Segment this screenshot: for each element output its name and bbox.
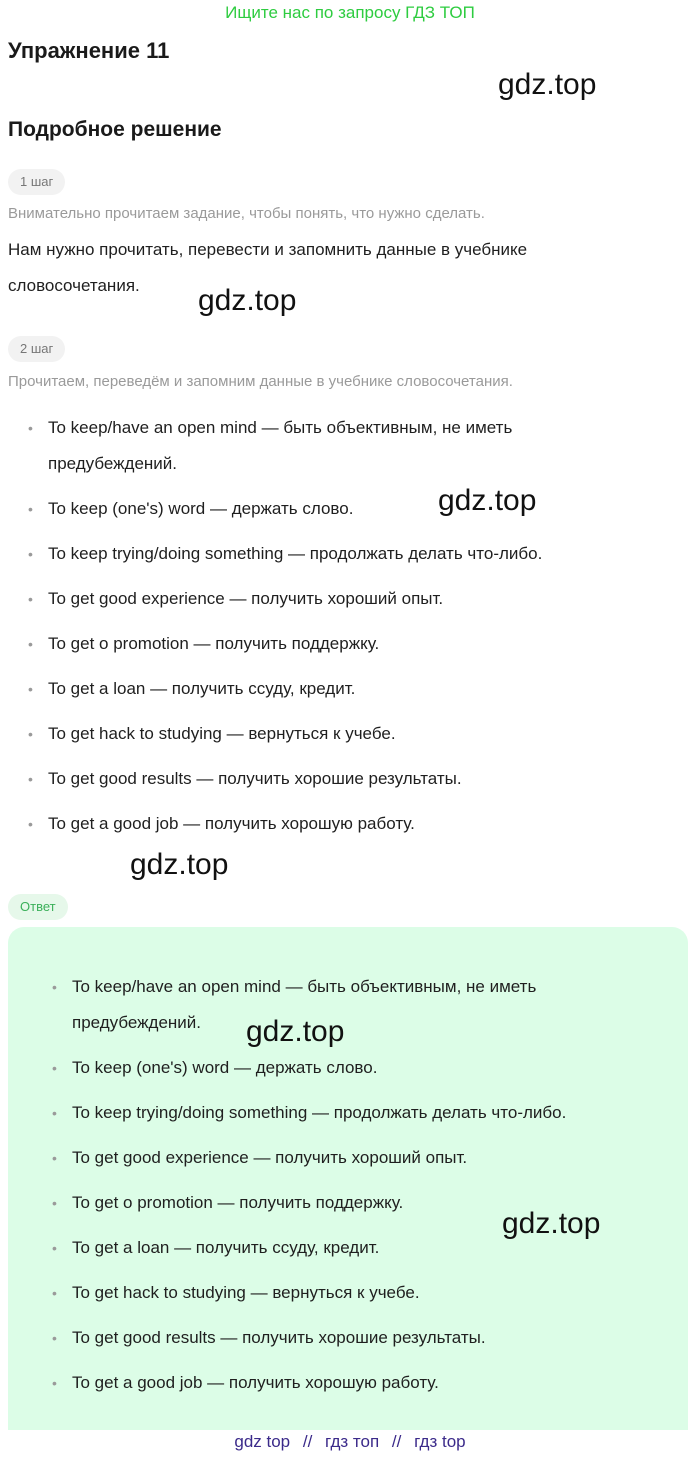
- bullet-icon: •: [28, 591, 33, 607]
- list-item: • To get hack to studying — вернуться к учебе.: [72, 1275, 420, 1311]
- watermark: gdz.top: [438, 484, 537, 517]
- answer-badge: Ответ: [8, 894, 68, 920]
- list-item: • To keep/have an open mind — быть объективным, не иметь предубеждений.: [48, 410, 512, 482]
- list-item: • To keep/have an open mind — быть объективным, не иметь предубеждений.: [72, 969, 536, 1041]
- step-1-badge: 1 шаг: [8, 169, 65, 195]
- step-1-hint: Внимательно прочитаем задание, чтобы понять, что нужно сделать.: [8, 205, 485, 222]
- list-item: • To get good experience — получить хороший опыт.: [48, 581, 443, 617]
- footer-link-gdz-top-ru[interactable]: гдз топ: [325, 1432, 380, 1451]
- footer-links: [0, 1432, 700, 1452]
- footer-separator: //: [391, 1432, 402, 1451]
- bullet-icon: •: [28, 636, 33, 652]
- bullet-icon: •: [52, 1150, 57, 1166]
- list-item: • To get o promotion — получить поддержку.: [72, 1185, 403, 1221]
- bullet-icon: •: [52, 979, 57, 995]
- list-item: • To get a good job — получить хорошую работу.: [72, 1365, 439, 1401]
- bullet-icon: •: [28, 816, 33, 832]
- list-item: • To get good results — получить хорошие результаты.: [72, 1320, 486, 1356]
- solution-title: Подробное решение: [8, 118, 222, 141]
- list-item: • To get a good job — получить хорошую работу.: [48, 806, 415, 842]
- bullet-icon: •: [28, 771, 33, 787]
- bullet-icon: •: [28, 726, 33, 742]
- step-1-text-line2: словосочетания.: [8, 276, 140, 295]
- watermark: gdz.top: [502, 1207, 601, 1240]
- list-item: • To keep (one's) word — держать слово.: [72, 1050, 377, 1086]
- list-item: • To get a loan — получить ссуду, кредит.: [48, 671, 355, 707]
- watermark: gdz.top: [198, 284, 297, 317]
- exercise-title: Упражнение 11: [8, 38, 170, 63]
- list-item: • To keep trying/doing something — продолжать делать что-либо.: [72, 1095, 566, 1131]
- list-item: • To get o promotion — получить поддержку.: [48, 626, 379, 662]
- watermark: gdz.top: [246, 1015, 345, 1048]
- list-item: • To get a loan — получить ссуду, кредит.: [72, 1230, 379, 1266]
- bullet-icon: •: [28, 681, 33, 697]
- bullet-icon: •: [28, 420, 33, 436]
- bullet-icon: •: [52, 1240, 57, 1256]
- watermark: gdz.top: [498, 68, 597, 101]
- bullet-icon: •: [52, 1375, 57, 1391]
- step-2-badge: 2 шаг: [8, 336, 65, 362]
- footer-link-gdz-top-mixed[interactable]: гдз top: [414, 1432, 466, 1451]
- list-item: • To keep trying/doing something — продолжать делать что-либо.: [48, 536, 542, 572]
- bullet-icon: •: [52, 1060, 57, 1076]
- bullet-icon: •: [52, 1195, 57, 1211]
- list-item: • To get good results — получить хорошие результаты.: [48, 761, 462, 797]
- step-1-text: [8, 232, 668, 304]
- list-item: • To keep (one's) word — держать слово.: [48, 491, 353, 527]
- step-2-hint: Прочитаем, переведём и запомним данные в учебнике словосочетания.: [8, 373, 513, 390]
- bullet-icon: •: [52, 1105, 57, 1121]
- watermark: gdz.top: [130, 848, 229, 881]
- bullet-icon: •: [52, 1285, 57, 1301]
- bullet-icon: •: [28, 546, 33, 562]
- footer-separator: //: [302, 1432, 313, 1451]
- footer-link-gdz-top[interactable]: gdz top: [234, 1432, 291, 1451]
- bullet-icon: •: [28, 501, 33, 517]
- step-1-text-line1: Нам нужно прочитать, перевести и запомнить данные в учебнике: [8, 240, 528, 259]
- top-banner: Ищите нас по запросу ГДЗ ТОП: [225, 3, 475, 22]
- bullet-icon: •: [52, 1330, 57, 1346]
- list-item: • To get good experience — получить хороший опыт.: [72, 1140, 467, 1176]
- list-item: • To get hack to studying — вернуться к учебе.: [48, 716, 396, 752]
